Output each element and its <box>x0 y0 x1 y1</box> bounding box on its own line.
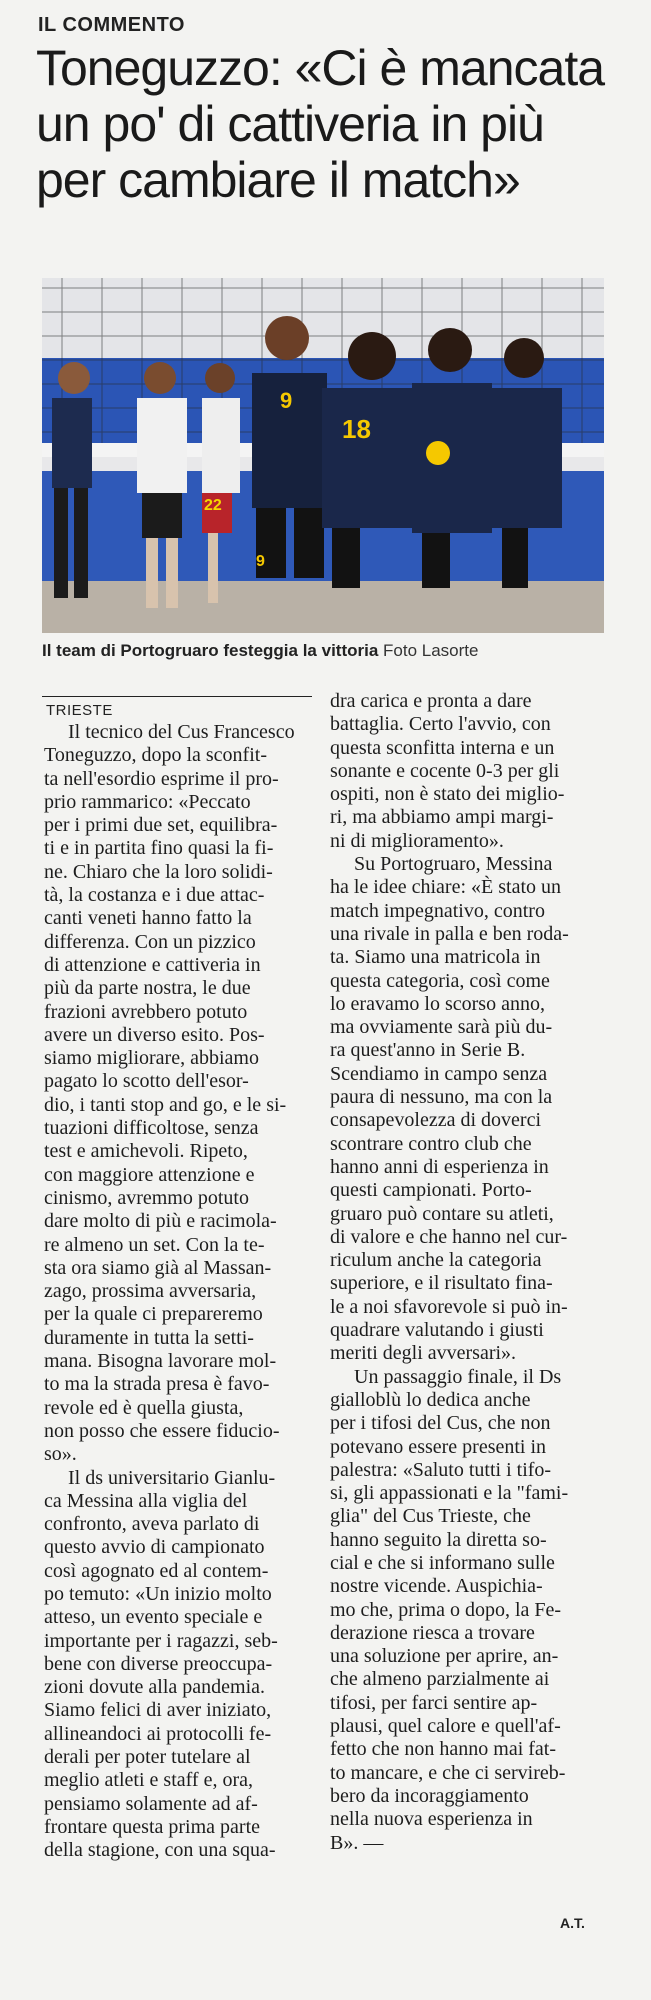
text-line: consapevolezza di doverci <box>330 1109 542 1132</box>
text-line: ri, ma abbiamo ampi margi- <box>330 806 554 829</box>
caption-text: Il team di Portogruaro festeggia la vittoria <box>42 641 379 660</box>
jersey-number: 9 <box>280 388 293 413</box>
text-line: si, gli appassionati e la "fami- <box>330 1482 569 1505</box>
text-line: derazione riesca a trovare <box>330 1621 535 1644</box>
headline-line: un po' di cattiveria in più <box>36 96 544 152</box>
text-line: to ma la strada presa è favo- <box>44 1373 270 1396</box>
text-line: ta. Siamo una matricola in <box>330 946 541 969</box>
text-line: nella nuova esperienza in <box>330 1808 533 1831</box>
text-line: questa sconfitta interna e un <box>330 736 555 759</box>
photo-credit: Foto Lasorte <box>383 641 479 660</box>
text-line: della stagione, con una squa- <box>44 1839 276 1862</box>
jersey-number: 22 <box>204 497 222 514</box>
text-line: importante per i ragazzi, seb- <box>44 1629 278 1652</box>
text-line: scontrare contro club che <box>330 1132 532 1155</box>
article-column-2 <box>330 690 608 1855</box>
text-line: di valore e che hanno nel cur- <box>330 1225 568 1248</box>
text-line: più da parte nostra, le due <box>44 977 251 1000</box>
text-line: Un passaggio finale, il Ds <box>354 1365 562 1388</box>
text-line: canti veneti hanno fatto la <box>44 907 252 930</box>
text-line: meglio atleti e staff e, ora, <box>44 1769 253 1792</box>
text-line: frontare questa prima parte <box>44 1815 261 1838</box>
text-line: so». <box>44 1443 77 1466</box>
text-line: zago, prossima avversaria, <box>44 1280 257 1303</box>
text-line: tifosi, per farci sentire ap- <box>330 1691 538 1714</box>
text-line: superiore, e il risultato fina- <box>330 1272 553 1295</box>
text-line: nostre vicende. Auspichia- <box>330 1575 543 1598</box>
headline-line: Toneguzzo: «Ci è mancata <box>36 40 605 96</box>
paragraph <box>44 721 320 1467</box>
text-line: cinismo, avremmo potuto <box>44 1186 249 1209</box>
text-line: Su Portogruaro, Messina <box>354 853 553 876</box>
paragraph <box>330 690 608 853</box>
text-line: sonante e cocente 0-3 per gli <box>330 759 560 782</box>
text-line: per la quale ci prepareremo <box>44 1303 263 1326</box>
text-line: differenza. Con un pizzico <box>44 930 256 953</box>
text-line: palestra: «Saluto tutti i tifo- <box>330 1458 552 1481</box>
jersey-number: 18 <box>342 414 371 444</box>
text-line: per i tifosi del Cus, che non <box>330 1412 551 1435</box>
text-line: prio rammarico: «Peccato <box>44 790 251 813</box>
text-line: hanno anni di esperienza in <box>330 1155 549 1178</box>
text-line: una rivale in palla e ben roda- <box>330 922 569 945</box>
text-line: paura di nessuno, ma con la <box>330 1086 553 1109</box>
text-line: allineandoci ai protocolli fe- <box>44 1722 272 1745</box>
text-line: plausi, quel calore e quell'af- <box>330 1715 561 1738</box>
text-line: Toneguzzo, dopo la sconfit- <box>44 744 267 767</box>
text-line: tà, la costanza e i due attac- <box>44 884 265 907</box>
text-line: questi campionati. Porto- <box>330 1179 532 1202</box>
text-line: revole ed è quella giusta, <box>44 1396 244 1419</box>
text-line: match impegnativo, contro <box>330 899 545 922</box>
text-line: ca Messina alla viglia del <box>44 1489 248 1512</box>
text-line: questa categoria, così come <box>330 969 550 992</box>
text-line: per i primi due set, equilibra- <box>44 814 278 837</box>
text-line: ni di miglioramento». <box>330 829 504 852</box>
photo-caption <box>42 641 478 661</box>
text-line: ne. Chiaro che la loro solidi- <box>44 860 273 883</box>
paragraph <box>330 1366 608 1855</box>
text-line: zioni dovute alla pandemia. <box>44 1676 266 1699</box>
text-line: fetto che non hanno mai fat- <box>330 1738 557 1761</box>
text-line: ti e in partita fino quasi la fi- <box>44 837 274 860</box>
text-line: ma ovviamente sarà più du- <box>330 1016 553 1039</box>
article-column-1 <box>44 721 320 1863</box>
text-line: gruaro può contare su atleti, <box>330 1202 554 1225</box>
text-line: quadrare valutando i giusti <box>330 1319 544 1342</box>
text-line: atteso, un evento speciale e <box>44 1606 263 1629</box>
text-line: una soluzione per aprire, an- <box>330 1645 559 1668</box>
text-line: che almeno parzialmente ai <box>330 1668 550 1691</box>
text-line: hanno seguito la diretta so- <box>330 1528 547 1551</box>
jersey-number: 9 <box>256 553 265 570</box>
text-line: frazioni avrebbero potuto <box>44 1000 248 1023</box>
author-signature: A.T. <box>560 1915 585 1931</box>
text-line: B». — <box>330 1831 384 1854</box>
text-line: così agognato ed al contem- <box>44 1559 269 1582</box>
text-line: mana. Bisogna lavorare mol- <box>44 1350 277 1373</box>
text-line: siamo migliorare, abbiamo <box>44 1047 259 1070</box>
text-line: bene con diverse preoccupa- <box>44 1652 273 1675</box>
text-line: pensiamo solamente ad af- <box>44 1792 258 1815</box>
text-line: con maggiore attenzione e <box>44 1163 255 1186</box>
paragraph <box>44 1467 320 1863</box>
text-line: derali per poter tutelare al <box>44 1746 251 1769</box>
text-line: sta ora siamo già al Massan- <box>44 1256 272 1279</box>
text-line: non posso che essere fiducio- <box>44 1419 280 1442</box>
headline-line: per cambiare il match» <box>36 152 520 208</box>
paragraph <box>330 853 608 1366</box>
text-line: tuazioni difficoltose, senza <box>44 1117 259 1140</box>
text-line: duramente in tutta la setti- <box>44 1326 254 1349</box>
text-line: test e amichevoli. Ripeto, <box>44 1140 248 1163</box>
text-line: Il tecnico del Cus Francesco <box>68 721 295 743</box>
text-line: re almeno un set. Con la te- <box>44 1233 265 1256</box>
section-kicker: IL COMMENTO <box>38 14 185 36</box>
text-line: mo che, prima o dopo, la Fe- <box>330 1598 562 1621</box>
text-line: questo avvio di campionato <box>44 1536 265 1559</box>
text-line: dare molto di più e racimola- <box>44 1210 277 1233</box>
text-line: glia" del Cus Trieste, che <box>330 1505 531 1528</box>
text-line: ospiti, non è stato dei miglio- <box>330 783 565 806</box>
text-line: Il ds universitario Gianlu- <box>68 1466 276 1489</box>
text-line: le a noi sfavorevole si può in- <box>330 1295 568 1318</box>
text-line: bero da incoraggiamento <box>330 1784 529 1807</box>
team-photo <box>42 278 604 633</box>
text-line: potevano essere presenti in <box>330 1435 547 1458</box>
headline <box>36 40 626 208</box>
text-line: lo eravamo lo scorso anno, <box>330 992 545 1015</box>
text-line: riculum anche la categoria <box>330 1249 542 1272</box>
text-line: confronto, aveva parlato di <box>44 1513 260 1536</box>
text-line: po temuto: «Un inizio molto <box>44 1582 272 1605</box>
text-line: dio, i tanti stop and go, e le si- <box>44 1093 287 1116</box>
dateline: TRIESTE <box>46 702 113 719</box>
text-line: ra quest'anno in Serie B. <box>330 1039 526 1062</box>
text-line: to mancare, e che ci servireb- <box>330 1761 566 1784</box>
volleyball-team-illustration <box>42 278 604 633</box>
text-line: ta nell'esordio esprime il pro- <box>44 767 279 790</box>
text-line: ha le idee chiare: «È stato un <box>330 876 562 899</box>
text-line: Scendiamo in campo senza <box>330 1062 548 1085</box>
text-line: battaglia. Certo l'avvio, con <box>330 713 551 736</box>
text-line: meriti degli avversari». <box>330 1342 517 1365</box>
text-line: avere un diverso esito. Pos- <box>44 1023 265 1046</box>
text-line: cial e che si informano sulle <box>330 1551 555 1574</box>
text-line: pagato lo scotto dell'esor- <box>44 1070 249 1093</box>
dateline-rule <box>42 696 312 697</box>
text-line: dra carica e pronta a dare <box>330 690 532 712</box>
text-line: di attenzione e cattiveria in <box>44 953 261 976</box>
text-line: Siamo felici di aver iniziato, <box>44 1699 272 1722</box>
text-line: gialloblù lo dedica anche <box>330 1388 531 1411</box>
